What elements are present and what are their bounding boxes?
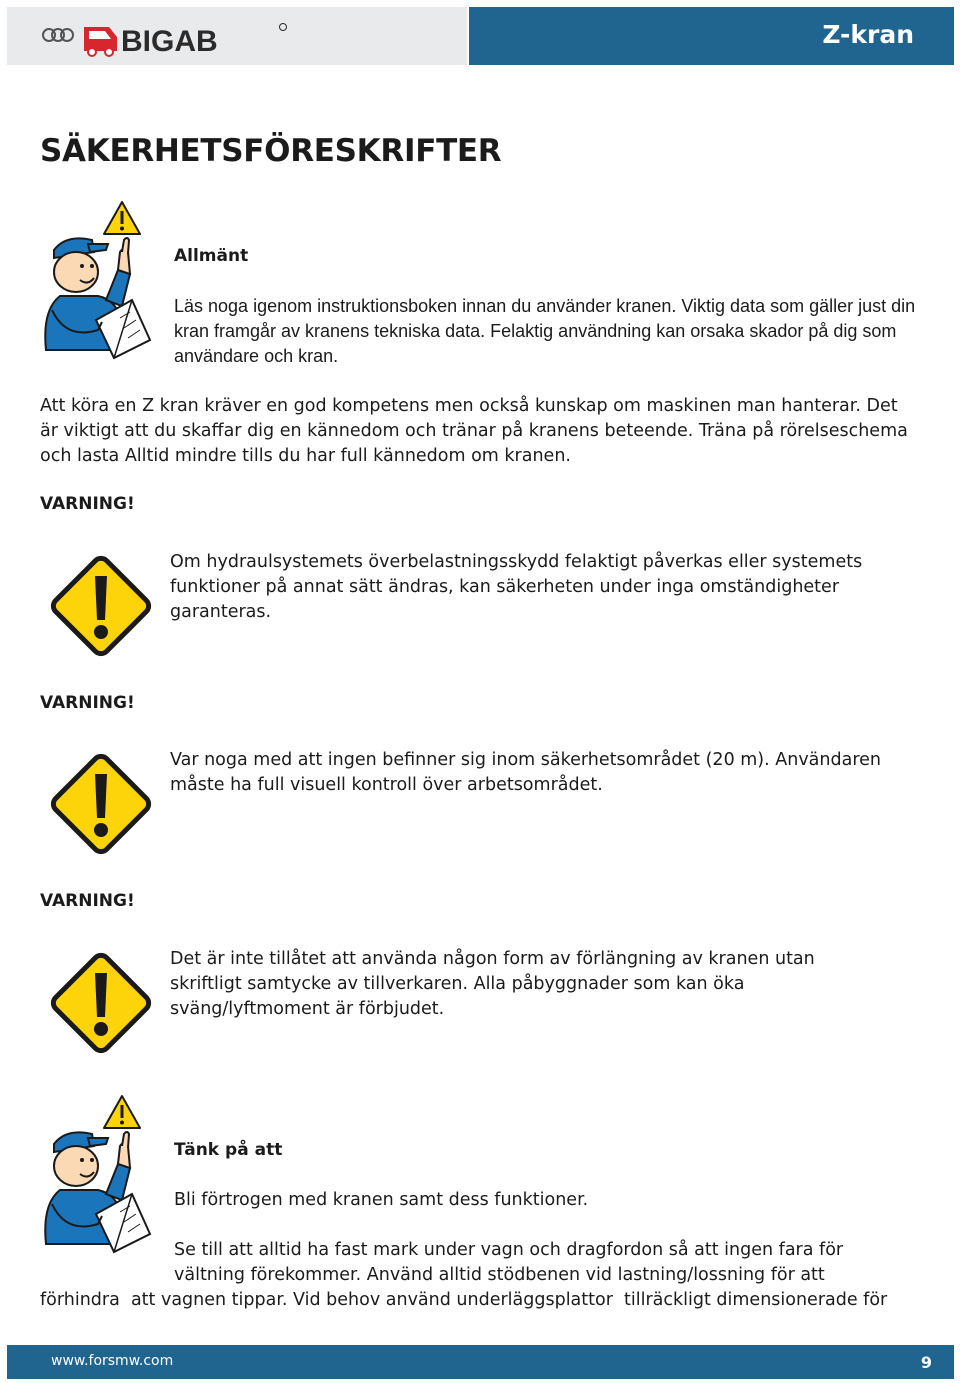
page-footer [7, 1345, 954, 1379]
general-heading: Allmänt [174, 246, 249, 266]
warning-diamond-icon [45, 550, 157, 662]
warning-text: Var noga med att ingen befinner sig inom säkerhetsområdet (20 m). Användaren måste ha full visuell kontroll över arbetsområdet. [170, 750, 881, 795]
page-number: 9 [920, 1353, 932, 1372]
document-title: Z-kran [822, 20, 914, 49]
remember-line: Bli förtrogen med kranen samt dess funktioner. [174, 1190, 589, 1210]
warning-label: VARNING! [40, 891, 135, 911]
warning-diamond-icon [45, 947, 157, 1059]
remember-line: vältning förekommer. Använd alltid stödbenen vid lastning/lossning för att [174, 1265, 825, 1285]
intro-text: Att köra en Z kran kräver en god kompetens men också kunskap om maskinen man hanterar. Det är viktigt att du skaffar dig en kännedom och tränar på kranens beteende. Träna på rörelseschema och lasta Alltid mindre tills du har full kännedom om kranen. [40, 396, 908, 466]
bigab-logo [39, 15, 289, 61]
remember-line: Se till att alltid ha fast mark under vagn och dragfordon så att ingen fara för [174, 1240, 844, 1260]
warning-label: VARNING! [40, 494, 135, 514]
remember-heading: Tänk på att [174, 1140, 283, 1160]
worker-reading-manual-icon [36, 200, 156, 360]
warning-text: Om hydraulsystemets överbelastningsskydd felaktigt påverkas eller systemets funktioner på annat sätt ändras, kan säkerheten under inga omständigheter garanteras. [170, 552, 863, 622]
page-header [7, 7, 954, 65]
warning-label: VARNING! [40, 693, 135, 713]
general-text: Läs noga igenom instruktionsboken innan du använder kranen. Viktig data som gäller just din kran framgår av kranens tekniska data. Felaktig användning kan orsaka skador på dig som användare och kran. [174, 296, 916, 366]
footer-url: www.forsmw.com [51, 1353, 174, 1369]
header-title-band [469, 7, 954, 65]
worker-reading-manual-icon [36, 1094, 156, 1254]
warning-diamond-icon [45, 748, 157, 860]
svg-text:BIGAB: BIGAB [121, 25, 218, 58]
header-logo-band [7, 7, 467, 65]
page-title: SÄKERHETSFÖRESKRIFTER [40, 133, 502, 169]
remember-line: förhindra att vagnen tippar. Vid behov använd underläggsplattor tillräckligt dimensionerade för [40, 1290, 888, 1310]
warning-text: Det är inte tillåtet att använda någon form av förlängning av kranen utan skriftligt samtycke av tillverkaren. Alla påbyggnader som kan öka sväng/lyftmoment är förbjudet. [170, 949, 815, 1019]
